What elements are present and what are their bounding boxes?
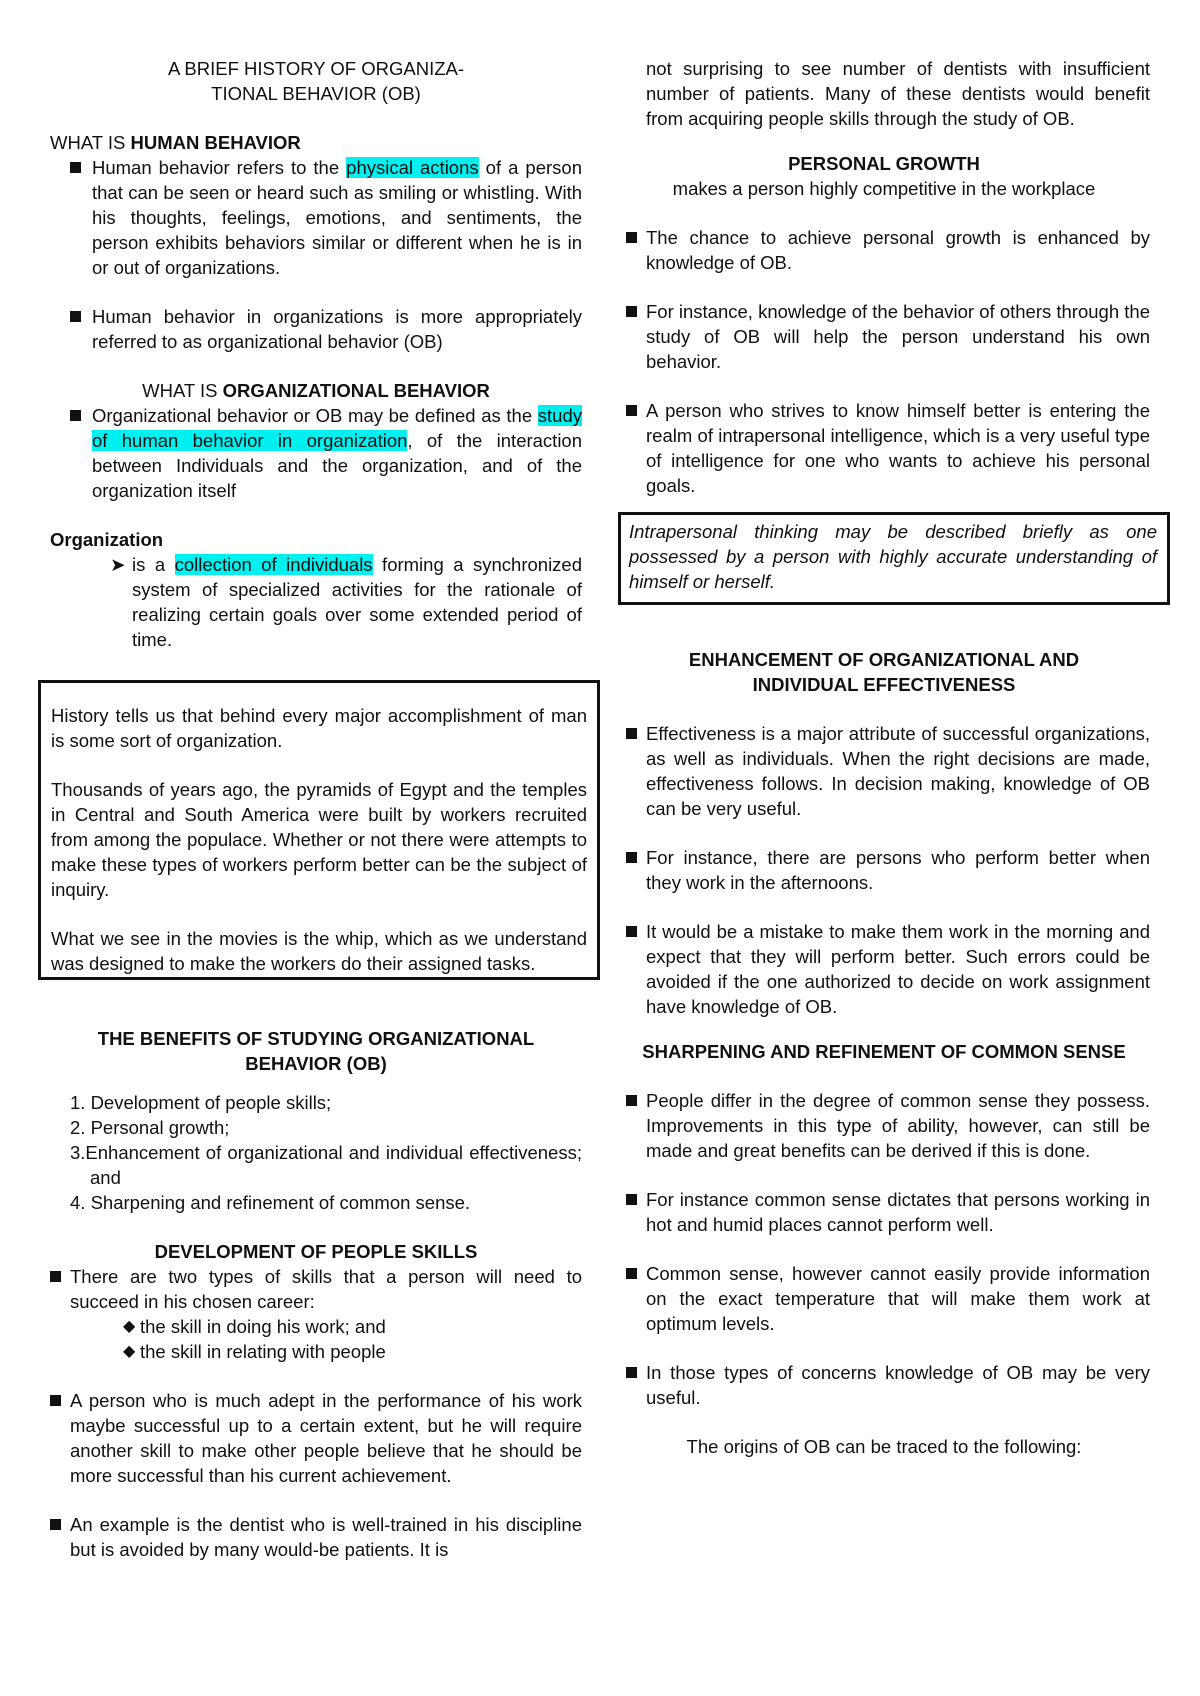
box-paragraph: History tells us that behind every major accomplishment of man is some sort of organization. [51, 705, 587, 751]
effectiveness-heading-line1: ENHANCEMENT OF ORGANIZATIONAL AND [688, 649, 1080, 670]
square-bullet-icon [626, 926, 637, 937]
heading-bold: ORGANIZATIONAL BEHAVIOR [222, 380, 490, 401]
personal-growth-subtitle: makes a person highly competitive in the workplace [672, 178, 1096, 199]
right-column [618, 56, 1157, 1459]
heading-prefix: WHAT IS [142, 380, 223, 401]
highlighted-text: physical actions [346, 157, 479, 178]
bullet-item [50, 1264, 582, 1314]
bullet-text: An example is the dentist who is well-trained in his discipline but is avoided by many would-be patients. It is [70, 1514, 582, 1560]
square-bullet-icon [70, 311, 81, 322]
bullet-item [50, 304, 582, 354]
sub-item [50, 1314, 582, 1339]
people-skills-heading: DEVELOPMENT OF PEOPLE SKILLS [154, 1241, 478, 1262]
bullet-text: There are two types of skills that a person will need to succeed in his chosen career: [70, 1266, 582, 1312]
benefit-item: 4. Sharpening and refinement of common sense. [70, 1192, 471, 1213]
square-bullet-icon [626, 1095, 637, 1106]
bullet-text: It would be a mistake to make them work in the morning and expect that they will perform better. Such errors could be avoided if the one authorized to decide on work assignment have knowledge of OB. [646, 921, 1150, 1017]
sub-item-text: the skill in doing his work; and [140, 1316, 386, 1337]
bullet-item [618, 1187, 1150, 1237]
arrow-item [50, 552, 582, 652]
common-sense-heading: SHARPENING AND REFINEMENT OF COMMON SENSE [642, 1041, 1126, 1062]
box-text: Intrapersonal thinking may be described briefly as one possessed by a person with highly accurate understanding of himself or herself. [629, 521, 1157, 592]
bullet-text: People differ in the degree of common sense they possess. Improvements in this type of ability, however, can still be made and great benefits can be derived if this is done. [646, 1090, 1150, 1161]
bullet-text: of a person that can be seen or heard such as smiling or whistling. With his thoughts, feelings, emotions, and sentiments, the person exhibits behaviors similar or different when he is in or out of organizations. [92, 157, 582, 278]
bullet-item [618, 919, 1150, 1019]
square-bullet-icon [50, 1519, 61, 1530]
box-paragraph: Thousands of years ago, the pyramids of Egypt and the temples in Central and South America were built by workers recruited from among the populace. Whether or not there were attempts to make these types of workers perform better can be the subject of inquiry. [51, 779, 587, 900]
document-title-line2: TIONAL BEHAVIOR (OB) [211, 83, 421, 104]
bullet-text: Common sense, however cannot easily provide information on the exact temperature that will make them work at optimum levels. [646, 1263, 1150, 1334]
square-bullet-icon [626, 852, 637, 863]
square-bullet-icon [70, 162, 81, 173]
bullet-text: Human behavior refers to the [92, 157, 347, 178]
square-bullet-icon [70, 410, 81, 421]
arrow-bullet-icon: ➤ [110, 554, 126, 575]
benefits-heading-line2: BEHAVIOR (OB) [245, 1053, 387, 1074]
diamond-bullet-icon: ◆ [123, 1343, 136, 1360]
square-bullet-icon [626, 306, 637, 317]
bullet-item [618, 398, 1150, 498]
highlighted-text: collection of individuals [174, 554, 373, 575]
bullet-item [50, 155, 582, 280]
organization-heading: Organization [50, 529, 164, 550]
bullet-text: Organizational behavior or OB may be defined as the [92, 405, 538, 426]
effectiveness-heading-line2: INDIVIDUAL EFFECTIVENESS [752, 674, 1016, 695]
bullet-item [618, 225, 1150, 275]
bullet-text: Human behavior in organizations is more appropriately referred to as organizational behavior (OB) [92, 306, 582, 352]
square-bullet-icon [50, 1395, 61, 1406]
document-title-line1: A BRIEF HISTORY OF ORGANIZA- [167, 58, 465, 79]
human-behavior-heading [50, 130, 582, 155]
benefits-heading-line1: THE BENEFITS OF STUDYING ORGANIZATIONAL [97, 1028, 535, 1049]
bullet-item [50, 1388, 582, 1488]
benefit-item: 2. Personal growth; [70, 1117, 230, 1138]
heading-bold: HUMAN BEHAVIOR [130, 132, 301, 153]
bullet-item [618, 1360, 1150, 1410]
bullet-item [50, 1512, 582, 1562]
square-bullet-icon [626, 728, 637, 739]
bullet-item [618, 299, 1150, 374]
sub-item-text: the skill in relating with people [140, 1341, 386, 1362]
sub-item [50, 1339, 582, 1364]
left-column [50, 56, 587, 1562]
intrapersonal-box [618, 512, 1170, 605]
personal-growth-heading: PERSONAL GROWTH [788, 153, 980, 174]
square-bullet-icon [50, 1271, 61, 1282]
bullet-text: A person who strives to know himself better is entering the realm of intrapersonal intelligence, which is a very useful type of intelligence for one who wants to achieve his personal goals. [646, 400, 1150, 496]
item-text: forming a synchronized system of specialized activities for the rationale of realizing certain goals over some extended period of time. [132, 554, 583, 650]
origins-line: The origins of OB can be traced to the following: [686, 1436, 1082, 1457]
bullet-item [618, 721, 1150, 821]
continued-paragraph: not surprising to see number of dentists with insufficient number of patients. Many of these dentists would benefit from acquiring people skills through the study of OB. [646, 58, 1150, 129]
organizational-behavior-heading [50, 378, 582, 403]
bullet-text: A person who is much adept in the performance of his work maybe successful up to a certain extent, but he will require another skill to make other people believe that he should be more successful than his current achievement. [70, 1390, 582, 1486]
square-bullet-icon [626, 405, 637, 416]
bullet-text: For instance, there are persons who perform better when they work in the afternoons. [646, 847, 1150, 893]
square-bullet-icon [626, 1268, 637, 1279]
box-paragraph: What we see in the movies is the whip, which as we understand was designed to make the workers do their assigned tasks. [51, 928, 587, 974]
bullet-text: Effectiveness is a major attribute of successful organizations, as well as individuals. When the right decisions are made, effectiveness follows. In decision making, knowledge of OB can be very useful. [646, 723, 1150, 819]
bullet-item [50, 403, 582, 503]
bullet-item [618, 845, 1150, 895]
square-bullet-icon [626, 232, 637, 243]
benefit-item: 3.Enhancement of organizational and individual effectiveness; and [70, 1142, 582, 1188]
bullet-item [618, 1088, 1150, 1163]
item-text: is a [132, 554, 175, 575]
square-bullet-icon [626, 1367, 637, 1378]
bullet-text: , of the interaction between Individuals and the organization, and of the organization itself [92, 430, 583, 501]
bullet-text: For instance common sense dictates that persons working in hot and humid places cannot perform well. [646, 1189, 1150, 1235]
square-bullet-icon [626, 1194, 637, 1205]
diamond-bullet-icon: ◆ [123, 1318, 136, 1335]
history-box [38, 680, 600, 980]
highlighted-text: study of human behavior in organization [92, 405, 582, 451]
bullet-text: The chance to achieve personal growth is enhanced by knowledge of OB. [646, 227, 1150, 273]
benefit-item: 1. Development of people skills; [70, 1092, 332, 1113]
bullet-text: For instance, knowledge of the behavior of others through the study of OB will help the person understand his own behavior. [646, 301, 1150, 372]
bullet-item [618, 1261, 1150, 1336]
heading-prefix: WHAT IS [50, 132, 131, 153]
bullet-text: In those types of concerns knowledge of OB may be very useful. [646, 1362, 1150, 1408]
